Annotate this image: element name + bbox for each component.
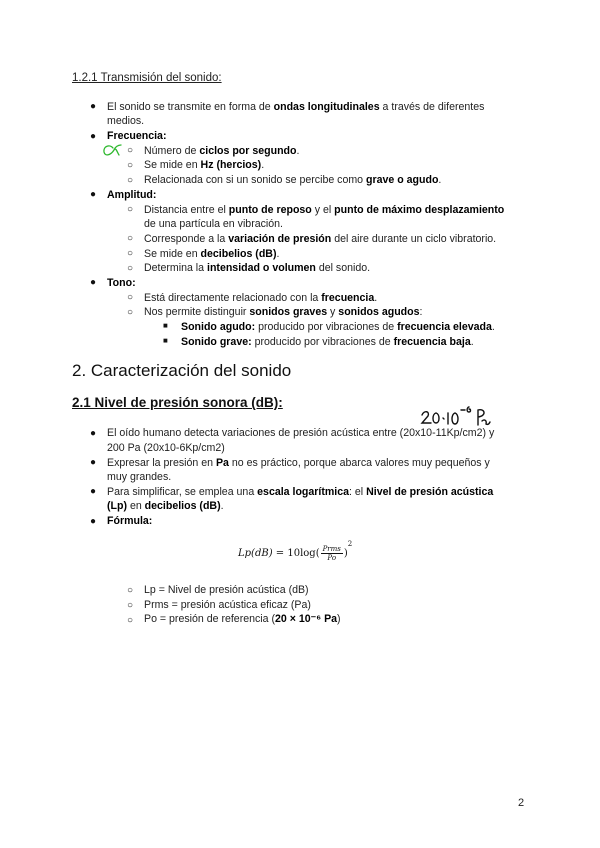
circle-bullet-icon: ○	[127, 233, 134, 244]
paragraph-human-ear: El oído humano detecta variaciones de presión acústica entre (20x10-11Kp/cm2) y	[107, 427, 495, 439]
amplitude-item-1-line2: de una partícula en vibración.	[144, 218, 283, 230]
frequency-label: Frecuencia:	[107, 130, 167, 142]
paragraph-pressure-pa: Expresar la presión en Pa no es práctico, porque abarca valores muy pequeños y	[107, 457, 490, 469]
definition-prms: Prms = presión acústica eficaz (Pa)	[144, 599, 311, 611]
circle-bullet-icon: ○	[127, 145, 134, 156]
bullet-icon: ●	[90, 457, 97, 468]
tone-subitem-low: Sonido grave: producido por vibraciones de frecuencia baja.	[181, 336, 474, 348]
tone-item-1: Está directamente relacionado con la frecuencia.	[144, 292, 378, 304]
frequency-item-1: Número de ciclos por segundo.	[144, 145, 300, 157]
circle-bullet-icon: ○	[127, 615, 134, 626]
circle-bullet-icon: ○	[127, 263, 134, 274]
bullet-icon: ●	[90, 428, 97, 439]
paragraph-human-ear-line2: 200 Pa (20x10-6Kp/cm2)	[107, 442, 225, 454]
bullet-icon: ●	[90, 189, 97, 200]
formula-lp: Lp(dB) = 10log( $\frac{\text{Prms}}{Po}$ )$^2$	[238, 539, 353, 562]
circle-bullet-icon: ○	[127, 175, 134, 186]
circle-bullet-icon: ○	[127, 248, 134, 259]
amplitude-item-1: Distancia entre el punto de reposo y el punto de máximo desplazamiento	[144, 204, 505, 216]
square-bullet-icon: ■	[163, 336, 168, 345]
bullet-icon: ●	[90, 131, 97, 142]
formula-label: Fórmula:	[107, 515, 153, 527]
bullet-icon: ●	[90, 486, 97, 497]
frequency-item-3: Relacionada con si un sonido se percibe como grave o agudo.	[144, 174, 442, 186]
formula-fraction: $\frac{\text{Prms}}{Po}$	[322, 545, 341, 562]
section-heading-2: 2. Caracterización del sonido	[72, 361, 292, 380]
section-heading-1-2-1: 1.2.1 Transmisión del sonido:	[72, 72, 222, 84]
circle-bullet-icon: ○	[127, 307, 134, 318]
amplitude-label: Amplitud:	[107, 189, 157, 201]
frequency-item-2: Se mide en Hz (hercios).	[144, 159, 265, 171]
circle-bullet-icon: ○	[127, 204, 134, 215]
circle-bullet-icon: ○	[127, 160, 134, 171]
circle-bullet-icon: ○	[127, 585, 134, 596]
definition-po: Po = presión de referencia (20 × 10⁻⁶ Pa)	[144, 613, 341, 625]
section-heading-2-1: 2.1 Nivel de presión sonora (dB):	[72, 395, 283, 410]
definition-lp: Lp = Nivel de presión acústica (dB)	[144, 584, 309, 596]
tone-item-2: Nos permite distinguir sonidos graves y sonidos agudos:	[144, 306, 423, 318]
paragraph-transmission: El sonido se transmite en forma de ondas longitudinales a través de diferentes	[107, 101, 485, 113]
handwritten-alpha-icon	[101, 143, 123, 159]
amplitude-item-3: Se mide en decibelios (dB).	[144, 248, 280, 260]
bullet-icon: ●	[90, 101, 97, 112]
circle-bullet-icon: ○	[127, 600, 134, 611]
tone-subitem-high: Sonido agudo: producido por vibraciones de frecuencia elevada.	[181, 321, 495, 333]
paragraph-pressure-pa-line2: muy grandes.	[107, 471, 172, 483]
amplitude-item-4: Determina la intensidad o volumen del sonido.	[144, 262, 371, 274]
amplitude-item-2: Corresponde a la variación de presión del aire durante un ciclo vibratorio.	[144, 233, 497, 245]
circle-bullet-icon: ○	[127, 292, 134, 303]
page-number: 2	[518, 797, 525, 809]
paragraph-transmission-line2: medios.	[107, 115, 145, 127]
paragraph-log-scale: Para simplificar, se emplea una escala logarítmica: el Nivel de presión acústica	[107, 486, 494, 498]
bullet-icon: ●	[90, 277, 97, 288]
paragraph-log-scale-line2: (Lp) en decibelios (dB).	[107, 500, 224, 512]
bullet-icon: ●	[90, 516, 97, 527]
square-bullet-icon: ■	[163, 321, 168, 330]
tone-label: Tono:	[107, 277, 136, 289]
